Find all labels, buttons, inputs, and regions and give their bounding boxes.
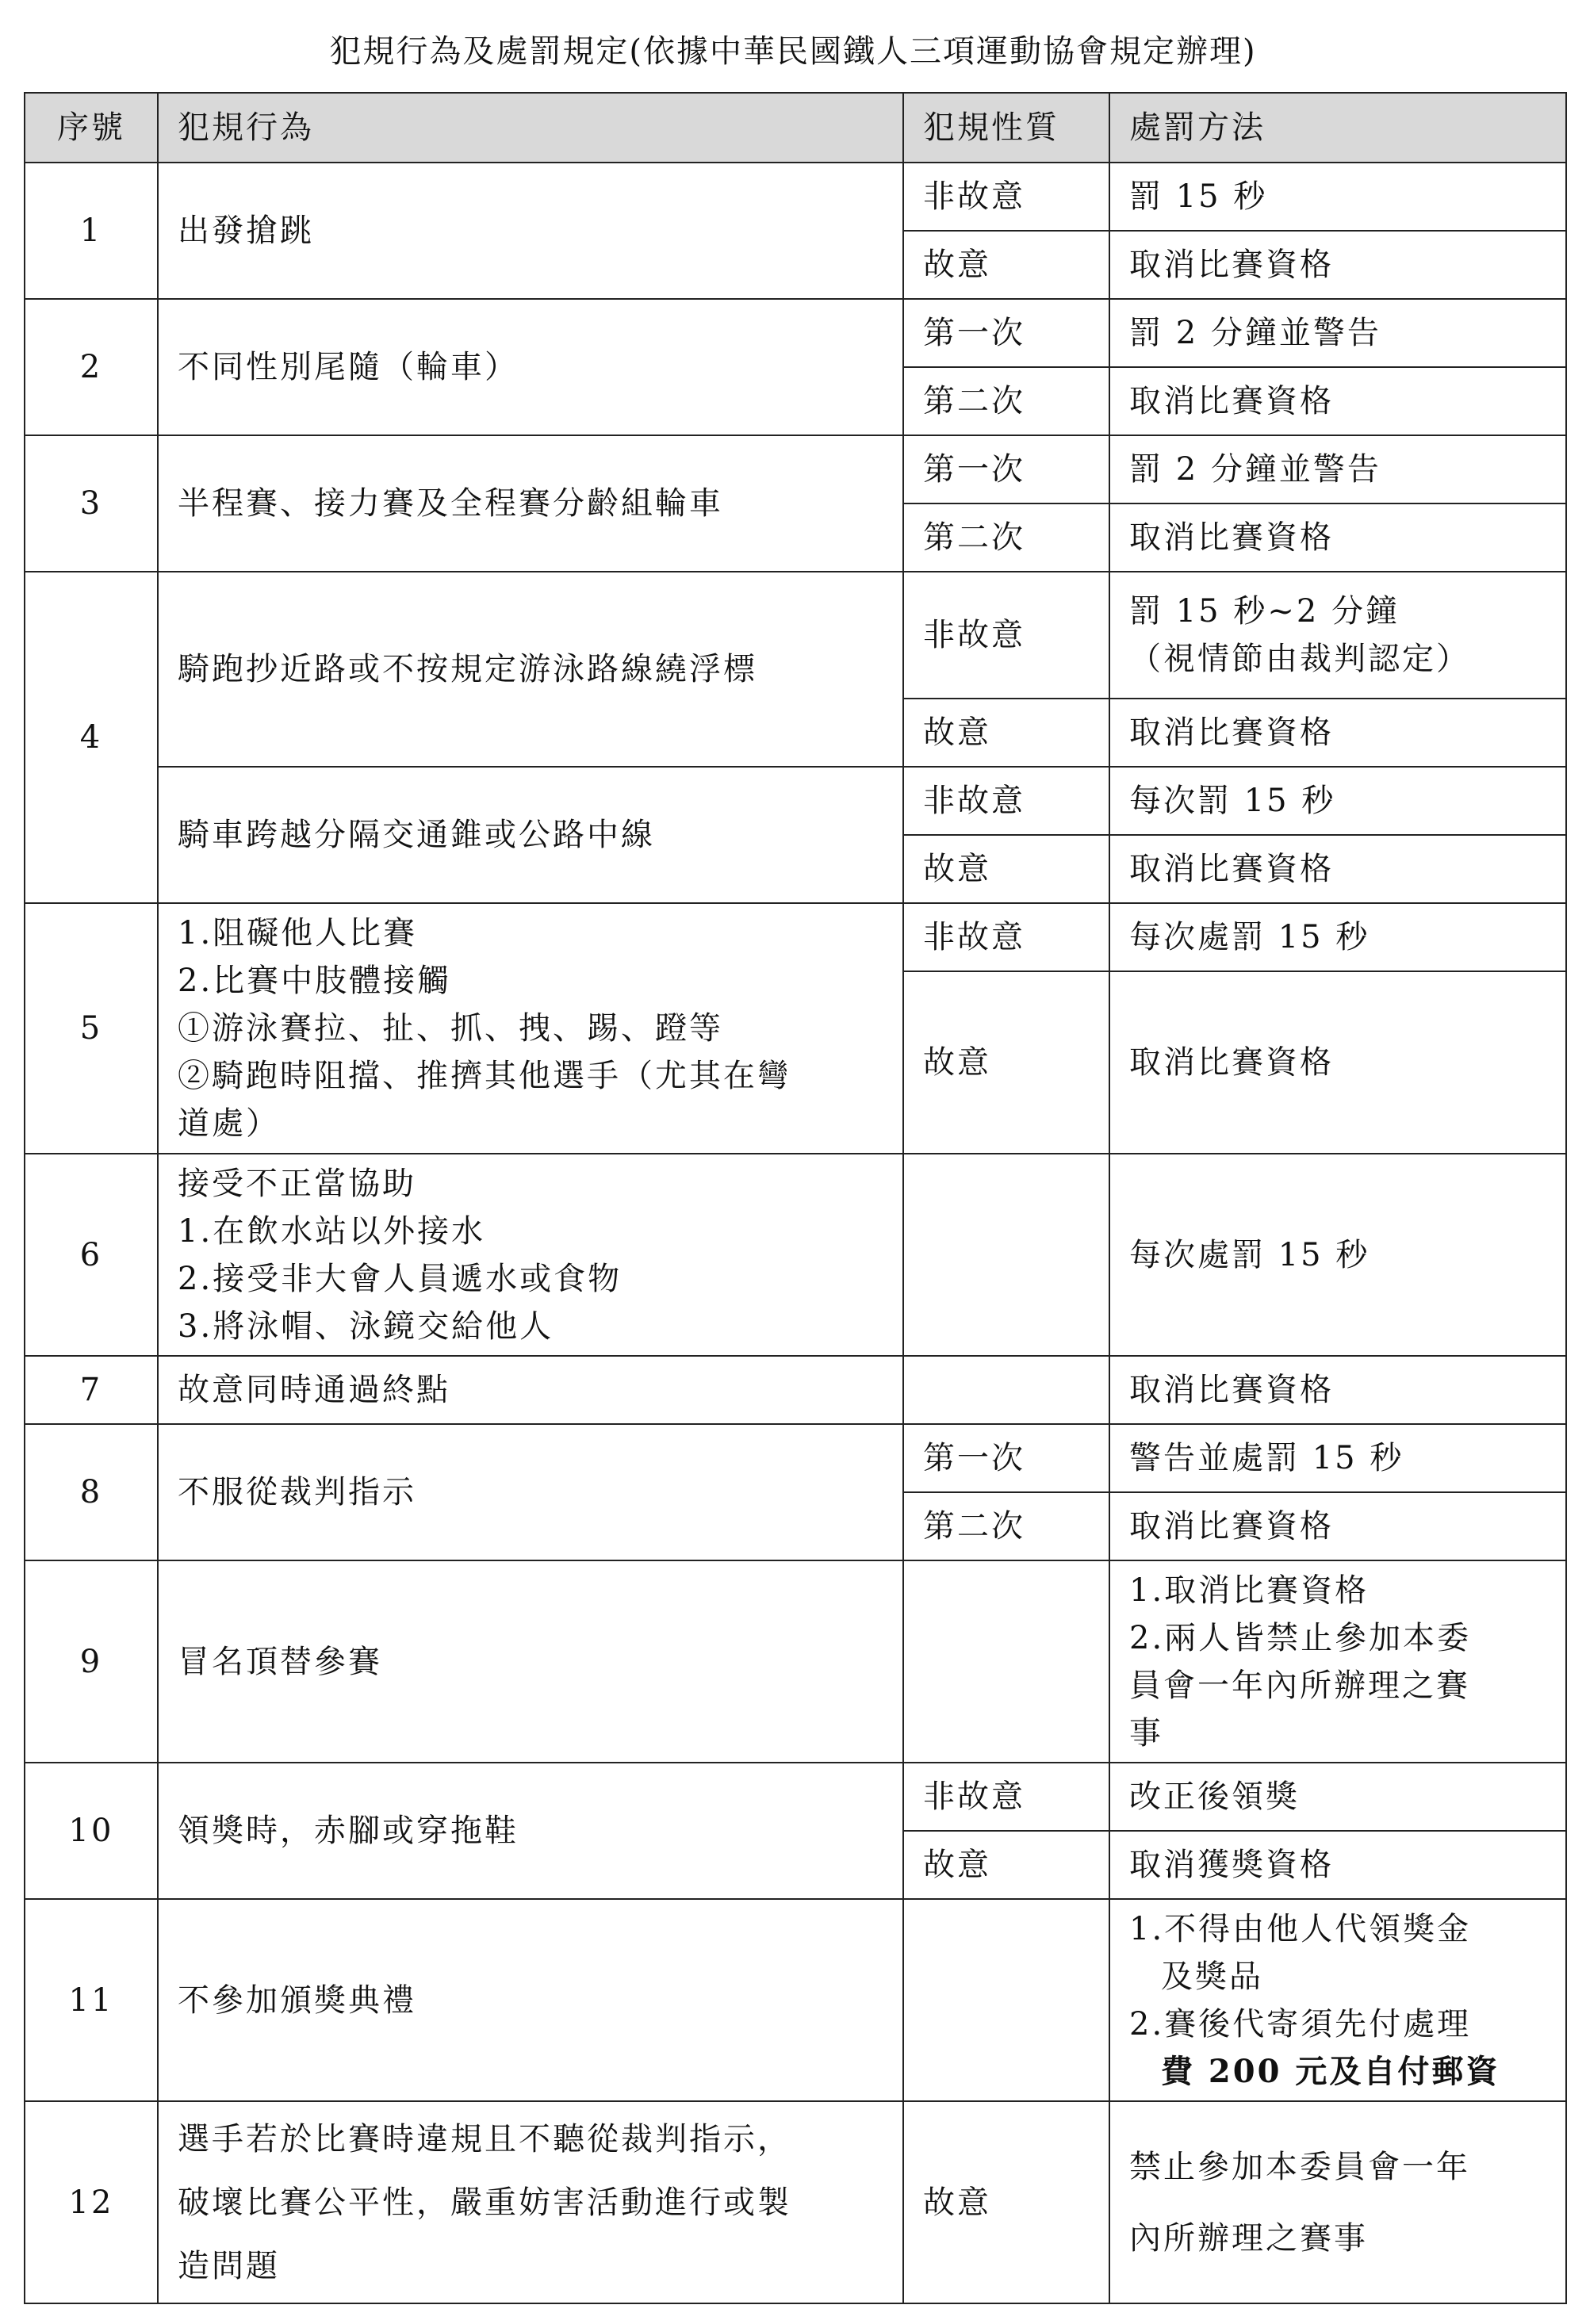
violation-cell: 騎車跨越分隔交通錐或公路中線 — [158, 767, 903, 903]
row-number: 8 — [25, 1424, 158, 1560]
penalty-cell — [1109, 1899, 1566, 2101]
penalty-cell: 每次處罰 15 秒 — [1109, 903, 1566, 971]
row-number: 4 — [25, 572, 158, 903]
row-number: 10 — [25, 1763, 158, 1899]
penalty-table — [24, 92, 1567, 2304]
table-row — [25, 572, 1566, 699]
violation-line: 破壞比賽公平性，嚴重妨害活動進行或製 — [178, 2184, 791, 2221]
table-row — [25, 1560, 1566, 1763]
nature-cell: 故意 — [903, 231, 1109, 299]
table-row — [25, 903, 1566, 971]
violation-cell — [158, 903, 903, 1154]
violation-line: 道處） — [178, 1105, 280, 1142]
penalty-line: 及獎品 — [1161, 1958, 1263, 1995]
row-number: 1 — [25, 163, 158, 299]
penalty-cell: 取消比賽資格 — [1109, 1356, 1566, 1424]
nature-cell: 第二次 — [903, 503, 1109, 572]
row-number: 11 — [25, 1899, 158, 2101]
nature-cell: 故意 — [903, 699, 1109, 767]
violation-line: 選手若於比賽時違規且不聽從裁判指示， — [178, 2120, 791, 2157]
header-no: 序號 — [25, 93, 158, 163]
header-nature: 犯規性質 — [903, 93, 1109, 163]
table-header-row — [25, 93, 1566, 163]
violation-line: 接受不正當協助 — [178, 1165, 416, 1202]
violation-line: ②騎跑時阻擋、推擠其他選手（尤其在彎 — [178, 1058, 791, 1094]
table-row — [25, 1763, 1566, 1831]
penalty-line: 1.取消比賽資格 — [1129, 1572, 1370, 1609]
penalty-cell: 警告並處罰 15 秒 — [1109, 1424, 1566, 1492]
violation-cell: 故意同時通過終點 — [158, 1356, 903, 1424]
row-number: 5 — [25, 903, 158, 1154]
penalty-cell: 罰 2 分鐘並警告 — [1109, 299, 1566, 367]
penalty-cell: 取消比賽資格 — [1109, 503, 1566, 572]
penalty-line: （視情節由裁判認定） — [1129, 641, 1470, 677]
penalty-cell: 取消比賽資格 — [1109, 835, 1566, 903]
violation-line: 1.在飲水站以外接水 — [178, 1212, 486, 1250]
penalty-line: 禁止參加本委員會一年 — [1129, 2148, 1470, 2185]
row-number: 6 — [25, 1154, 158, 1356]
violation-line: 1.阻礙他人比賽 — [178, 915, 418, 951]
nature-cell: 第二次 — [903, 367, 1109, 435]
penalty-cell: 取消獲獎資格 — [1109, 1831, 1566, 1899]
penalty-cell: 取消比賽資格 — [1109, 1492, 1566, 1560]
penalty-cell: 取消比賽資格 — [1109, 231, 1566, 299]
nature-cell — [903, 1356, 1109, 1424]
table-row — [25, 2101, 1566, 2303]
violation-line: ①游泳賽拉、扯、抓、拽、踢、蹬等 — [178, 1010, 723, 1047]
violation-cell — [158, 2101, 903, 2303]
nature-cell: 第一次 — [903, 1424, 1109, 1492]
penalty-cell: 每次罰 15 秒 — [1109, 767, 1566, 835]
penalty-cell: 取消比賽資格 — [1109, 699, 1566, 767]
nature-cell: 非故意 — [903, 767, 1109, 835]
nature-cell — [903, 1560, 1109, 1763]
row-number: 7 — [25, 1356, 158, 1424]
penalty-line: 1.不得由他人代領獎金 — [1129, 1910, 1472, 1947]
penalty-cell — [1109, 1560, 1566, 1763]
violation-cell: 不參加頒獎典禮 — [158, 1899, 903, 2101]
table-row — [25, 1899, 1566, 2101]
penalty-line: 2.賽後代寄須先付處理 — [1129, 2005, 1472, 2043]
violation-cell: 不同性別尾隨（輪車） — [158, 299, 903, 435]
document-title: 犯規行為及處罰規定(依據中華民國鐵人三項運動協會規定辦理) — [329, 33, 1257, 70]
nature-cell: 故意 — [903, 971, 1109, 1154]
penalty-line: 員會一年內所辦理之賽 — [1129, 1667, 1470, 1704]
penalty-line: 2.兩人皆禁止參加本委 — [1129, 1619, 1472, 1656]
row-number: 3 — [25, 435, 158, 572]
table-row — [25, 1154, 1566, 1356]
nature-cell: 非故意 — [903, 903, 1109, 971]
penalty-cell: 罰 15 秒 — [1109, 163, 1566, 231]
row-number: 2 — [25, 299, 158, 435]
table-row — [25, 299, 1566, 367]
violation-cell: 冒名頂替參賽 — [158, 1560, 903, 1763]
nature-cell: 故意 — [903, 1831, 1109, 1899]
violation-cell: 騎跑抄近路或不按規定游泳路線繞浮標 — [158, 572, 903, 767]
violation-line: 3.將泳帽、泳鏡交給他人 — [178, 1307, 554, 1345]
row-number: 12 — [25, 2101, 158, 2303]
nature-cell: 非故意 — [903, 572, 1109, 699]
penalty-cell: 每次處罰 15 秒 — [1109, 1154, 1566, 1356]
penalty-line: 罰 15 秒~2 分鐘 — [1129, 593, 1400, 630]
nature-cell: 故意 — [903, 2101, 1109, 2303]
table-row — [25, 1356, 1566, 1424]
nature-cell: 非故意 — [903, 163, 1109, 231]
nature-cell — [903, 1899, 1109, 2101]
violation-cell: 領獎時，赤腳或穿拖鞋 — [158, 1763, 903, 1899]
penalty-cell — [1109, 2101, 1566, 2303]
header-penalty: 處罰方法 — [1109, 93, 1566, 163]
penalty-cell — [1109, 572, 1566, 699]
violation-cell: 半程賽、接力賽及全程賽分齡組輪車 — [158, 435, 903, 572]
nature-cell: 第一次 — [903, 299, 1109, 367]
violation-line: 2.接受非大會人員遞水或食物 — [178, 1260, 623, 1297]
header-violation: 犯規行為 — [158, 93, 903, 163]
nature-cell — [903, 1154, 1109, 1356]
violation-line: 2.比賽中肢體接觸 — [178, 963, 452, 999]
penalty-cell: 罰 2 分鐘並警告 — [1109, 435, 1566, 503]
penalty-line: 費 200 元及自付郵資 — [1161, 2052, 1500, 2090]
nature-cell: 非故意 — [903, 1763, 1109, 1831]
penalty-cell: 改正後領獎 — [1109, 1763, 1566, 1831]
violation-line: 造問題 — [178, 2247, 280, 2284]
penalty-cell: 取消比賽資格 — [1109, 367, 1566, 435]
violation-cell — [158, 1154, 903, 1356]
violation-cell: 不服從裁判指示 — [158, 1424, 903, 1560]
table-row — [25, 767, 1566, 835]
table-row — [25, 1424, 1566, 1492]
nature-cell: 第二次 — [903, 1492, 1109, 1560]
nature-cell: 第一次 — [903, 435, 1109, 503]
violation-cell: 出發搶跳 — [158, 163, 903, 299]
row-number: 9 — [25, 1560, 158, 1763]
table-row — [25, 163, 1566, 231]
nature-cell: 故意 — [903, 835, 1109, 903]
penalty-line: 事 — [1129, 1714, 1163, 1752]
penalty-cell: 取消比賽資格 — [1109, 971, 1566, 1154]
table-row — [25, 435, 1566, 503]
penalty-line: 內所辦理之賽事 — [1129, 2219, 1368, 2257]
